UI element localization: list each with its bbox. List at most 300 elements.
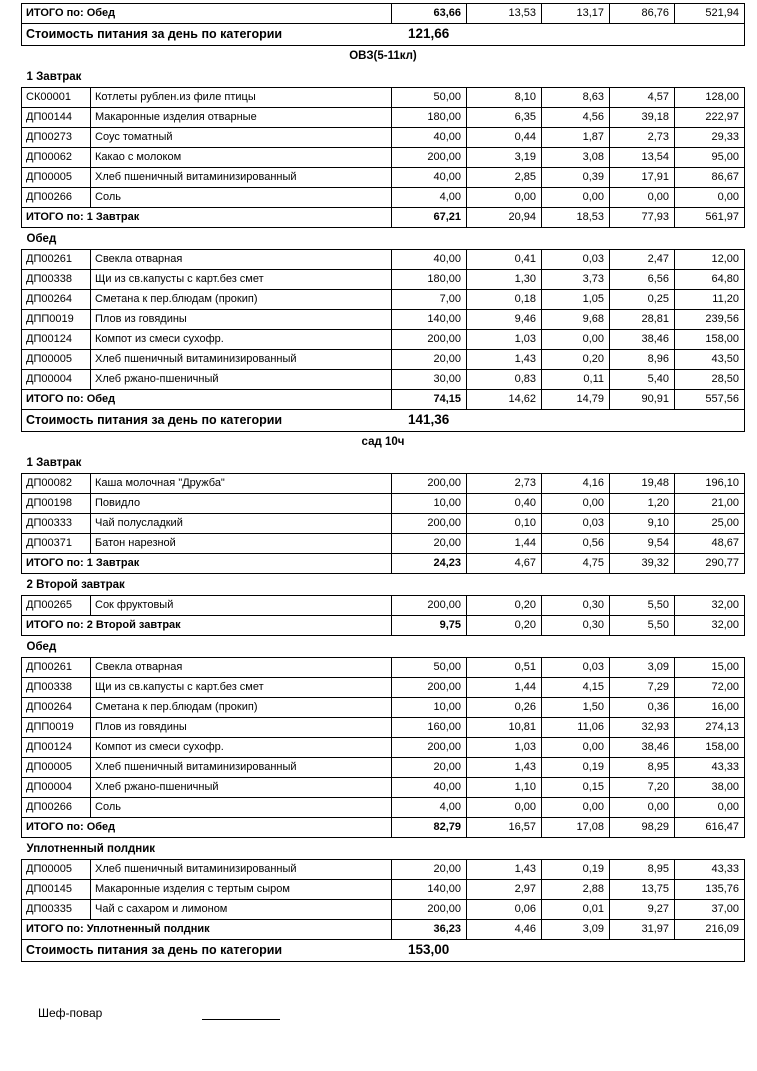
item-code: ДП00261 bbox=[22, 250, 91, 270]
item-value: 0,03 bbox=[542, 658, 610, 678]
item-row bbox=[22, 148, 745, 168]
item-value: 95,00 bbox=[675, 148, 745, 168]
item-value: 180,00 bbox=[392, 270, 467, 290]
item-row bbox=[22, 330, 745, 350]
item-code: ДП00266 bbox=[22, 188, 91, 208]
meal-label: 2 Второй завтрак bbox=[26, 579, 125, 591]
item-name: Чай полусладкий bbox=[91, 514, 392, 534]
total-value: 5,50 bbox=[610, 616, 675, 636]
item-name: Повидло bbox=[91, 494, 392, 514]
day-total-label: Стоимость питания за день по категории bbox=[26, 413, 283, 427]
item-code: ДП00198 bbox=[22, 494, 91, 514]
meal-label: Обед bbox=[26, 641, 57, 653]
item-value: 30,00 bbox=[392, 370, 467, 390]
item-value: 0,20 bbox=[467, 596, 542, 616]
item-value: 3,09 bbox=[610, 658, 675, 678]
item-value: 25,00 bbox=[675, 514, 745, 534]
item-code: ДП00062 bbox=[22, 148, 91, 168]
item-value: 12,00 bbox=[675, 250, 745, 270]
item-value: 17,91 bbox=[610, 168, 675, 188]
item-value: 0,18 bbox=[467, 290, 542, 310]
item-name: Какао с молоком bbox=[91, 148, 392, 168]
item-value: 0,83 bbox=[467, 370, 542, 390]
item-value: 1,43 bbox=[467, 350, 542, 370]
item-value: 0,00 bbox=[542, 798, 610, 818]
item-value: 0,39 bbox=[542, 168, 610, 188]
item-value: 1,05 bbox=[542, 290, 610, 310]
total-value: 4,75 bbox=[542, 554, 610, 574]
item-code: ДП00005 bbox=[22, 758, 91, 778]
item-value: 158,00 bbox=[675, 738, 745, 758]
day-total-cell bbox=[22, 24, 745, 46]
day-total-value: 141,36 bbox=[408, 412, 450, 427]
item-value: 1,87 bbox=[542, 128, 610, 148]
item-code: СК00001 bbox=[22, 88, 91, 108]
day-total-value: 153,00 bbox=[408, 942, 450, 957]
item-value: 20,00 bbox=[392, 860, 467, 880]
item-value: 200,00 bbox=[392, 330, 467, 350]
item-row bbox=[22, 310, 745, 330]
total-value: 82,79 bbox=[392, 818, 467, 838]
item-value: 0,00 bbox=[610, 798, 675, 818]
item-value: 0,41 bbox=[467, 250, 542, 270]
total-value: 0,20 bbox=[467, 616, 542, 636]
item-value: 140,00 bbox=[392, 310, 467, 330]
total-value: 216,09 bbox=[675, 920, 745, 940]
item-value: 2,73 bbox=[610, 128, 675, 148]
item-code: ДП00273 bbox=[22, 128, 91, 148]
item-value: 2,97 bbox=[467, 880, 542, 900]
item-code: ДП00004 bbox=[22, 370, 91, 390]
item-value: 3,19 bbox=[467, 148, 542, 168]
total-row bbox=[22, 4, 745, 24]
total-value: 17,08 bbox=[542, 818, 610, 838]
item-row bbox=[22, 678, 745, 698]
total-value: 14,62 bbox=[467, 390, 542, 410]
item-value: 180,00 bbox=[392, 108, 467, 128]
item-value: 32,93 bbox=[610, 718, 675, 738]
item-value: 8,96 bbox=[610, 350, 675, 370]
item-row bbox=[22, 798, 745, 818]
item-value: 0,36 bbox=[610, 698, 675, 718]
item-code: ДП00371 bbox=[22, 534, 91, 554]
item-value: 3,73 bbox=[542, 270, 610, 290]
day-total-row bbox=[22, 940, 745, 962]
item-value: 4,00 bbox=[392, 798, 467, 818]
signer-label: Шеф-повар bbox=[38, 1006, 103, 1020]
item-value: 29,33 bbox=[675, 128, 745, 148]
item-value: 1,03 bbox=[467, 738, 542, 758]
item-value: 158,00 bbox=[675, 330, 745, 350]
item-code: ДП00338 bbox=[22, 270, 91, 290]
item-value: 9,27 bbox=[610, 900, 675, 920]
item-name: Каша молочная "Дружба" bbox=[91, 474, 392, 494]
item-value: 239,56 bbox=[675, 310, 745, 330]
item-value: 200,00 bbox=[392, 678, 467, 698]
item-value: 20,00 bbox=[392, 534, 467, 554]
total-value: 67,21 bbox=[392, 208, 467, 228]
meal-label: Обед bbox=[26, 233, 57, 245]
item-name: Чай с сахаром и лимоном bbox=[91, 900, 392, 920]
category-label: сад 10ч bbox=[361, 436, 405, 448]
item-value: 5,40 bbox=[610, 370, 675, 390]
item-name: Щи из св.капусты с карт.без смет bbox=[91, 270, 392, 290]
item-value: 0,25 bbox=[610, 290, 675, 310]
item-row bbox=[22, 596, 745, 616]
item-row bbox=[22, 778, 745, 798]
item-name: Котлеты рублен.из филе птицы bbox=[91, 88, 392, 108]
item-value: 43,33 bbox=[675, 860, 745, 880]
item-value: 9,10 bbox=[610, 514, 675, 534]
item-value: 20,00 bbox=[392, 758, 467, 778]
item-value: 200,00 bbox=[392, 474, 467, 494]
item-name: Плов из говядины bbox=[91, 718, 392, 738]
item-value: 7,20 bbox=[610, 778, 675, 798]
item-value: 40,00 bbox=[392, 778, 467, 798]
item-name: Свекла отварная bbox=[91, 658, 392, 678]
item-name: Плов из говядины bbox=[91, 310, 392, 330]
item-value: 20,00 bbox=[392, 350, 467, 370]
total-value: 74,15 bbox=[392, 390, 467, 410]
item-value: 13,75 bbox=[610, 880, 675, 900]
total-value: 24,23 bbox=[392, 554, 467, 574]
item-value: 0,30 bbox=[542, 596, 610, 616]
item-value: 4,00 bbox=[392, 188, 467, 208]
item-value: 1,44 bbox=[467, 678, 542, 698]
item-value: 2,47 bbox=[610, 250, 675, 270]
item-value: 16,00 bbox=[675, 698, 745, 718]
item-value: 4,15 bbox=[542, 678, 610, 698]
item-name: Соус томатный bbox=[91, 128, 392, 148]
total-label: ИТОГО по: 2 Второй завтрак bbox=[22, 616, 392, 636]
item-value: 0,40 bbox=[467, 494, 542, 514]
item-value: 200,00 bbox=[392, 514, 467, 534]
total-value: 31,97 bbox=[610, 920, 675, 940]
item-code: ДП00082 bbox=[22, 474, 91, 494]
meal-header bbox=[22, 636, 745, 658]
total-value: 521,94 bbox=[675, 4, 745, 24]
item-value: 0,06 bbox=[467, 900, 542, 920]
item-row bbox=[22, 474, 745, 494]
total-value: 616,47 bbox=[675, 818, 745, 838]
item-value: 28,81 bbox=[610, 310, 675, 330]
item-value: 196,10 bbox=[675, 474, 745, 494]
item-value: 86,67 bbox=[675, 168, 745, 188]
day-total-row bbox=[22, 410, 745, 432]
item-value: 8,10 bbox=[467, 88, 542, 108]
item-name: Сок фруктовый bbox=[91, 596, 392, 616]
item-name: Хлеб пшеничный витаминизированный bbox=[91, 758, 392, 778]
item-value: 10,00 bbox=[392, 698, 467, 718]
item-value: 40,00 bbox=[392, 128, 467, 148]
item-row bbox=[22, 900, 745, 920]
item-name: Батон нарезной bbox=[91, 534, 392, 554]
item-name: Соль bbox=[91, 798, 392, 818]
day-total-label: Стоимость питания за день по категории bbox=[26, 27, 283, 41]
item-value: 0,03 bbox=[542, 514, 610, 534]
item-name: Компот из смеси сухофр. bbox=[91, 738, 392, 758]
item-value: 9,68 bbox=[542, 310, 610, 330]
item-code: ДП00335 bbox=[22, 900, 91, 920]
item-value: 200,00 bbox=[392, 148, 467, 168]
item-value: 0,10 bbox=[467, 514, 542, 534]
item-value: 48,67 bbox=[675, 534, 745, 554]
item-value: 0,19 bbox=[542, 860, 610, 880]
item-row bbox=[22, 270, 745, 290]
item-name: Щи из св.капусты с карт.без смет bbox=[91, 678, 392, 698]
total-value: 290,77 bbox=[675, 554, 745, 574]
item-code: ДП00005 bbox=[22, 860, 91, 880]
item-code: ДПП0019 bbox=[22, 310, 91, 330]
item-row bbox=[22, 534, 745, 554]
total-value: 561,97 bbox=[675, 208, 745, 228]
total-row bbox=[22, 554, 745, 574]
total-value: 4,67 bbox=[467, 554, 542, 574]
item-code: ДП00266 bbox=[22, 798, 91, 818]
item-value: 1,44 bbox=[467, 534, 542, 554]
item-code: ДП00261 bbox=[22, 658, 91, 678]
item-value: 11,06 bbox=[542, 718, 610, 738]
total-value: 4,46 bbox=[467, 920, 542, 940]
item-value: 11,20 bbox=[675, 290, 745, 310]
item-value: 10,81 bbox=[467, 718, 542, 738]
total-row bbox=[22, 920, 745, 940]
item-value: 6,35 bbox=[467, 108, 542, 128]
item-value: 160,00 bbox=[392, 718, 467, 738]
item-code: ДП00264 bbox=[22, 698, 91, 718]
item-row bbox=[22, 758, 745, 778]
item-value: 0,15 bbox=[542, 778, 610, 798]
category-label: ОВЗ(5-11кл) bbox=[349, 50, 417, 62]
total-value: 9,75 bbox=[392, 616, 467, 636]
item-row bbox=[22, 168, 745, 188]
item-value: 200,00 bbox=[392, 738, 467, 758]
item-value: 1,10 bbox=[467, 778, 542, 798]
item-code: ДПП0019 bbox=[22, 718, 91, 738]
item-value: 200,00 bbox=[392, 900, 467, 920]
item-value: 0,00 bbox=[675, 188, 745, 208]
item-code: ДП00004 bbox=[22, 778, 91, 798]
total-value: 3,09 bbox=[542, 920, 610, 940]
item-code: ДП00005 bbox=[22, 168, 91, 188]
item-value: 222,97 bbox=[675, 108, 745, 128]
item-value: 8,95 bbox=[610, 860, 675, 880]
item-value: 38,46 bbox=[610, 738, 675, 758]
item-value: 43,33 bbox=[675, 758, 745, 778]
item-value: 28,50 bbox=[675, 370, 745, 390]
total-value: 77,93 bbox=[610, 208, 675, 228]
total-value: 63,66 bbox=[392, 4, 467, 24]
item-row bbox=[22, 188, 745, 208]
item-name: Хлеб пшеничный витаминизированный bbox=[91, 350, 392, 370]
total-label: ИТОГО по: 1 Завтрак bbox=[22, 554, 392, 574]
item-value: 15,00 bbox=[675, 658, 745, 678]
item-value: 21,00 bbox=[675, 494, 745, 514]
total-value: 90,91 bbox=[610, 390, 675, 410]
item-value: 274,13 bbox=[675, 718, 745, 738]
item-row bbox=[22, 128, 745, 148]
item-value: 0,56 bbox=[542, 534, 610, 554]
item-value: 128,00 bbox=[675, 88, 745, 108]
item-name: Макаронные изделия с тертым сыром bbox=[91, 880, 392, 900]
item-row bbox=[22, 290, 745, 310]
meal-header bbox=[22, 574, 745, 596]
item-value: 0,00 bbox=[542, 738, 610, 758]
item-row bbox=[22, 350, 745, 370]
item-value: 4,56 bbox=[542, 108, 610, 128]
item-row bbox=[22, 370, 745, 390]
item-code: ДП00264 bbox=[22, 290, 91, 310]
item-value: 72,00 bbox=[675, 678, 745, 698]
report-table bbox=[21, 3, 745, 962]
item-value: 32,00 bbox=[675, 596, 745, 616]
meal-label: Уплотненный полдник bbox=[26, 843, 156, 855]
item-value: 4,57 bbox=[610, 88, 675, 108]
total-row bbox=[22, 818, 745, 838]
item-value: 2,88 bbox=[542, 880, 610, 900]
total-value: 13,53 bbox=[467, 4, 542, 24]
item-value: 2,85 bbox=[467, 168, 542, 188]
item-value: 6,56 bbox=[610, 270, 675, 290]
item-value: 0,26 bbox=[467, 698, 542, 718]
item-row bbox=[22, 514, 745, 534]
item-value: 9,54 bbox=[610, 534, 675, 554]
item-value: 2,73 bbox=[467, 474, 542, 494]
item-value: 40,00 bbox=[392, 168, 467, 188]
item-code: ДП00145 bbox=[22, 880, 91, 900]
meal-header bbox=[22, 452, 745, 474]
item-value: 0,44 bbox=[467, 128, 542, 148]
total-value: 0,30 bbox=[542, 616, 610, 636]
item-value: 1,43 bbox=[467, 758, 542, 778]
item-value: 4,16 bbox=[542, 474, 610, 494]
total-label: ИТОГО по: Обед bbox=[22, 390, 392, 410]
item-value: 0,00 bbox=[467, 798, 542, 818]
category-header bbox=[22, 432, 745, 453]
item-value: 37,00 bbox=[675, 900, 745, 920]
item-row bbox=[22, 108, 745, 128]
item-value: 19,48 bbox=[610, 474, 675, 494]
item-name: Хлеб пшеничный витаминизированный bbox=[91, 168, 392, 188]
item-value: 7,29 bbox=[610, 678, 675, 698]
total-row bbox=[22, 616, 745, 636]
item-value: 1,30 bbox=[467, 270, 542, 290]
item-value: 0,00 bbox=[675, 798, 745, 818]
item-row bbox=[22, 698, 745, 718]
item-value: 5,50 bbox=[610, 596, 675, 616]
total-row bbox=[22, 390, 745, 410]
signature-line bbox=[202, 1007, 280, 1020]
item-value: 0,00 bbox=[542, 330, 610, 350]
total-label: ИТОГО по: Обед bbox=[22, 4, 392, 24]
item-code: ДП00124 bbox=[22, 330, 91, 350]
meal-header bbox=[22, 838, 745, 860]
item-code: ДП00338 bbox=[22, 678, 91, 698]
item-value: 0,00 bbox=[467, 188, 542, 208]
item-value: 1,50 bbox=[542, 698, 610, 718]
item-row bbox=[22, 880, 745, 900]
total-value: 14,79 bbox=[542, 390, 610, 410]
item-value: 10,00 bbox=[392, 494, 467, 514]
item-value: 38,00 bbox=[675, 778, 745, 798]
total-value: 32,00 bbox=[675, 616, 745, 636]
total-label: ИТОГО по: 1 Завтрак bbox=[22, 208, 392, 228]
item-row bbox=[22, 738, 745, 758]
total-value: 18,53 bbox=[542, 208, 610, 228]
item-value: 43,50 bbox=[675, 350, 745, 370]
item-value: 13,54 bbox=[610, 148, 675, 168]
day-total-value: 121,66 bbox=[408, 26, 450, 41]
item-value: 8,63 bbox=[542, 88, 610, 108]
item-row bbox=[22, 718, 745, 738]
item-code: ДП00005 bbox=[22, 350, 91, 370]
day-total-cell bbox=[22, 940, 745, 962]
total-value: 20,94 bbox=[467, 208, 542, 228]
day-total-row bbox=[22, 24, 745, 46]
item-row bbox=[22, 658, 745, 678]
item-name: Хлеб ржано-пшеничный bbox=[91, 778, 392, 798]
item-value: 140,00 bbox=[392, 880, 467, 900]
item-value: 0,03 bbox=[542, 250, 610, 270]
total-value: 98,29 bbox=[610, 818, 675, 838]
item-name: Хлеб пшеничный витаминизированный bbox=[91, 860, 392, 880]
item-name: Макаронные изделия отварные bbox=[91, 108, 392, 128]
total-label: ИТОГО по: Уплотненный полдник bbox=[22, 920, 392, 940]
meal-header bbox=[22, 228, 745, 250]
item-value: 40,00 bbox=[392, 250, 467, 270]
meal-label: 1 Завтрак bbox=[26, 71, 82, 83]
item-name: Сметана к пер.блюдам (прокип) bbox=[91, 698, 392, 718]
item-row bbox=[22, 250, 745, 270]
item-value: 1,03 bbox=[467, 330, 542, 350]
item-name: Компот из смеси сухофр. bbox=[91, 330, 392, 350]
item-code: ДП00265 bbox=[22, 596, 91, 616]
total-row bbox=[22, 208, 745, 228]
meal-header bbox=[22, 66, 745, 88]
day-total-label: Стоимость питания за день по категории bbox=[26, 943, 283, 957]
item-code: ДП00124 bbox=[22, 738, 91, 758]
item-value: 8,95 bbox=[610, 758, 675, 778]
report-table-body bbox=[22, 4, 745, 962]
item-value: 64,80 bbox=[675, 270, 745, 290]
item-value: 50,00 bbox=[392, 658, 467, 678]
item-value: 1,43 bbox=[467, 860, 542, 880]
total-value: 16,57 bbox=[467, 818, 542, 838]
item-value: 0,20 bbox=[542, 350, 610, 370]
item-value: 9,46 bbox=[467, 310, 542, 330]
item-name: Сметана к пер.блюдам (прокип) bbox=[91, 290, 392, 310]
total-label: ИТОГО по: Обед bbox=[22, 818, 392, 838]
category-header bbox=[22, 46, 745, 67]
meal-label: 1 Завтрак bbox=[26, 457, 82, 469]
item-name: Соль bbox=[91, 188, 392, 208]
day-total-cell bbox=[22, 410, 745, 432]
item-value: 38,46 bbox=[610, 330, 675, 350]
item-row bbox=[22, 494, 745, 514]
item-value: 7,00 bbox=[392, 290, 467, 310]
item-row bbox=[22, 860, 745, 880]
item-value: 0,00 bbox=[610, 188, 675, 208]
item-value: 0,01 bbox=[542, 900, 610, 920]
item-code: ДП00333 bbox=[22, 514, 91, 534]
total-value: 36,23 bbox=[392, 920, 467, 940]
total-value: 557,56 bbox=[675, 390, 745, 410]
item-value: 135,76 bbox=[675, 880, 745, 900]
item-value: 0,51 bbox=[467, 658, 542, 678]
item-value: 0,19 bbox=[542, 758, 610, 778]
item-value: 0,00 bbox=[542, 494, 610, 514]
item-name: Свекла отварная bbox=[91, 250, 392, 270]
